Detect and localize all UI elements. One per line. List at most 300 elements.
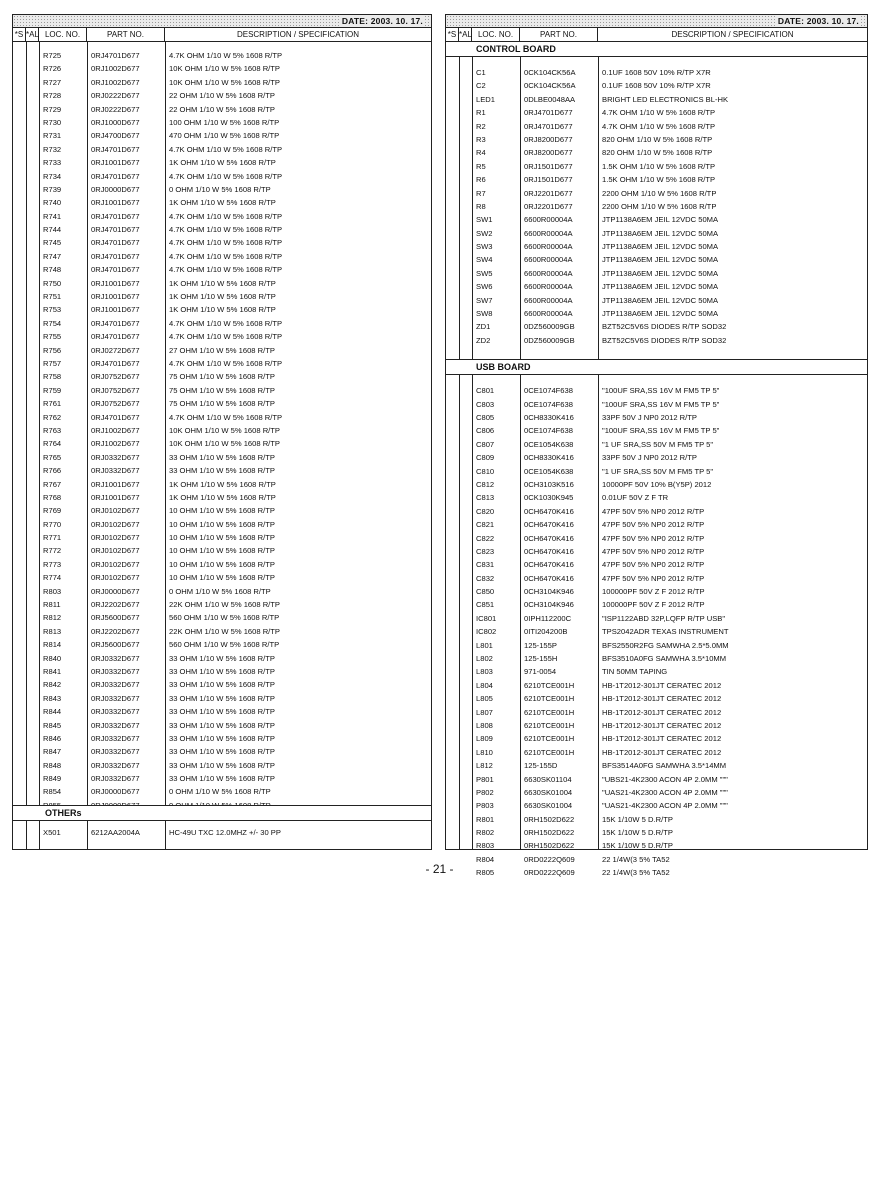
- al-cell: [26, 652, 39, 665]
- loc-no-cell: L808: [476, 720, 493, 730]
- al-cell: [459, 598, 472, 611]
- table-row: [13, 719, 431, 732]
- al-cell: [459, 320, 472, 333]
- description-cell: 4.7K OHM 1/10 W 5% 1608 R/TP: [169, 318, 283, 328]
- part-no-cell: 0RJ1000D677: [91, 117, 140, 127]
- al-cell: [459, 424, 472, 437]
- description-cell: 1K OHM 1/10 W 5% 1608 R/TP: [169, 492, 276, 502]
- table-header: [446, 28, 867, 42]
- loc-no-cell: R854: [43, 787, 62, 797]
- section-title: OTHERs: [45, 808, 82, 818]
- description-cell: 100000PF 50V Z F 2012 R/TP: [602, 600, 705, 610]
- al-cell: [26, 745, 39, 758]
- table-row: [446, 558, 867, 571]
- table-row: [13, 170, 431, 183]
- description-cell: 33 OHM 1/10 W 5% 1608 R/TP: [169, 666, 275, 676]
- loc-no-cell: R751: [43, 292, 62, 302]
- loc-no-cell: SW4: [476, 255, 493, 265]
- description-cell: 1.5K OHM 1/10 W 5% 1608 R/TP: [602, 161, 716, 171]
- al-cell: [459, 66, 472, 79]
- part-no-cell: 0RJ4701D677: [91, 412, 140, 422]
- loc-no-cell: R731: [43, 131, 62, 141]
- description-cell: 0.1UF 1608 50V 10% R/TP X7R: [602, 81, 711, 91]
- s-cell: [446, 826, 459, 839]
- table-row: [13, 437, 431, 450]
- loc-no-cell: C832: [476, 573, 495, 583]
- s-cell: [446, 813, 459, 826]
- part-no-cell: 0CE1054K638: [524, 466, 574, 476]
- description-cell: 100000PF 50V Z F 2012 R/TP: [602, 587, 705, 597]
- section-header-usb-board: [446, 359, 867, 375]
- loc-no-cell: R758: [43, 372, 62, 382]
- part-no-cell: 0RJ1001D677: [91, 305, 140, 315]
- description-cell: 33 OHM 1/10 W 5% 1608 R/TP: [169, 693, 275, 703]
- part-no-cell: 0RJ0102D677: [91, 546, 140, 556]
- table-row: [446, 652, 867, 665]
- part-no-cell: 0RJ1501D677: [524, 161, 573, 171]
- loc-no-cell: R728: [43, 91, 62, 101]
- part-no-cell: 0RJ4701D677: [91, 225, 140, 235]
- part-no-cell: 0RJ5600D677: [91, 640, 140, 650]
- al-cell: [459, 839, 472, 852]
- loc-no-cell: R725: [43, 51, 62, 60]
- s-cell: [13, 263, 26, 276]
- header-loc-no: LOC. NO.: [472, 28, 520, 41]
- s-cell: [446, 146, 459, 159]
- part-no-cell: 0RH1502D622: [524, 841, 575, 851]
- loc-no-cell: R767: [43, 479, 62, 489]
- al-cell: [459, 398, 472, 411]
- s-cell: [446, 719, 459, 732]
- al-cell: [459, 518, 472, 531]
- part-no-cell: 6600R00004A: [524, 282, 573, 292]
- description-cell: 10 OHM 1/10 W 5% 1608 R/TP: [169, 506, 275, 516]
- loc-no-cell: L809: [476, 734, 493, 744]
- loc-no-cell: R726: [43, 64, 62, 74]
- part-no-cell: 0RJ0752D677: [91, 372, 140, 382]
- part-no-cell: 0RJ0000D677: [91, 586, 140, 596]
- loc-no-cell: R4: [476, 148, 486, 158]
- part-no-cell: 0RJ8200D677: [524, 134, 573, 144]
- loc-no-cell: R802: [476, 828, 495, 838]
- loc-no-cell: R5: [476, 161, 486, 171]
- part-no-cell: 0RJ4701D677: [91, 238, 140, 248]
- description-cell: 10 OHM 1/10 W 5% 1608 R/TP: [169, 573, 275, 583]
- table-row: [446, 545, 867, 558]
- loc-no-cell: L804: [476, 680, 493, 690]
- s-cell: [446, 79, 459, 92]
- s-cell: [446, 732, 459, 745]
- table-row: [446, 491, 867, 504]
- description-cell: "100UF SRA,SS 16V M FM5 TP 5": [602, 426, 720, 436]
- loc-no-cell: R757: [43, 358, 62, 368]
- s-cell: [13, 558, 26, 571]
- table-row: [13, 611, 431, 624]
- loc-no-cell: SW6: [476, 282, 493, 292]
- description-cell: 4.7K OHM 1/10 W 5% 1608 R/TP: [169, 211, 283, 221]
- loc-no-cell: SW7: [476, 295, 493, 305]
- description-cell: BFS2550R2FG SAMWHA 2.5*5.0MM: [602, 640, 729, 650]
- loc-no-cell: C2: [476, 81, 486, 91]
- table-row: [446, 826, 867, 839]
- al-cell: [26, 464, 39, 477]
- loc-no-cell: L801: [476, 640, 493, 650]
- part-no-cell: 0ITI204200B: [524, 627, 568, 637]
- table-body: [13, 42, 431, 850]
- al-cell: [459, 773, 472, 786]
- al-cell: [26, 89, 39, 102]
- loc-no-cell: C850: [476, 587, 495, 597]
- description-cell: 4.7K OHM 1/10 W 5% 1608 R/TP: [169, 51, 283, 60]
- description-cell: 10K OHM 1/10 W 5% 1608 R/TP: [169, 77, 280, 87]
- description-cell: 0 OHM 1/10 W 5% 1608 R/TP: [169, 586, 271, 596]
- table-row: [13, 531, 431, 544]
- part-no-cell: 0RJ0000D677: [91, 787, 140, 797]
- s-cell: [13, 143, 26, 156]
- description-cell: 27 OHM 1/10 W 5% 1608 R/TP: [169, 345, 275, 355]
- description-cell: 22 OHM 1/10 W 5% 1608 R/TP: [169, 91, 275, 101]
- description-cell: 10 OHM 1/10 W 5% 1608 R/TP: [169, 519, 275, 529]
- part-no-cell: 0DZ560009GB: [524, 335, 575, 345]
- loc-no-cell: R750: [43, 278, 62, 288]
- description-cell: 1K OHM 1/10 W 5% 1608 R/TP: [169, 278, 276, 288]
- header-description: DESCRIPTION / SPECIFICATION: [236, 30, 360, 39]
- part-no-cell: 0CH6470K416: [524, 520, 574, 530]
- s-cell: [13, 236, 26, 249]
- table-row: [13, 183, 431, 196]
- description-cell: HB-1T2012-301JT CERATEC 2012: [602, 694, 722, 704]
- s-cell: [446, 625, 459, 638]
- description-cell: BRIGHT LED ELECTRONICS BL-HK: [602, 94, 729, 104]
- loc-no-cell: P801: [476, 774, 494, 784]
- s-cell: [446, 411, 459, 424]
- loc-no-cell: R761: [43, 399, 62, 409]
- description-cell: 33 OHM 1/10 W 5% 1608 R/TP: [169, 653, 275, 663]
- s-cell: [446, 424, 459, 437]
- loc-no-cell: R774: [43, 573, 62, 583]
- al-cell: [26, 558, 39, 571]
- description-cell: 33 OHM 1/10 W 5% 1608 R/TP: [169, 707, 275, 717]
- al-cell: [26, 317, 39, 330]
- s-cell: [446, 133, 459, 146]
- table-row: [13, 196, 431, 209]
- al-cell: [26, 263, 39, 276]
- description-cell: 10K OHM 1/10 W 5% 1608 R/TP: [169, 439, 280, 449]
- table-row: [13, 826, 431, 839]
- description-cell: 4.7K OHM 1/10 W 5% 1608 R/TP: [169, 412, 283, 422]
- table-row: [13, 518, 431, 531]
- al-cell: [26, 411, 39, 424]
- description-cell: 10K OHM 1/10 W 5% 1608 R/TP: [169, 425, 280, 435]
- al-cell: [459, 732, 472, 745]
- al-cell: [459, 746, 472, 759]
- table-row: [13, 772, 431, 785]
- description-cell: 4.7K OHM 1/10 W 5% 1608 R/TP: [169, 144, 283, 154]
- table-row: [446, 106, 867, 119]
- table-row: [446, 213, 867, 226]
- al-cell: [26, 62, 39, 75]
- table-row: [446, 612, 867, 625]
- s-cell: [446, 545, 459, 558]
- description-cell: 4.7K OHM 1/10 W 5% 1608 R/TP: [169, 238, 283, 248]
- table-row: [446, 813, 867, 826]
- al-cell: [459, 227, 472, 240]
- table-row: [13, 544, 431, 557]
- description-cell: 22 OHM 1/10 W 5% 1608 R/TP: [169, 104, 275, 114]
- al-cell: [26, 611, 39, 624]
- description-cell: 820 OHM 1/10 W 5% 1608 R/TP: [602, 134, 713, 144]
- table-row: [13, 692, 431, 705]
- description-cell: 22K OHM 1/10 W 5% 1608 R/TP: [169, 600, 280, 610]
- loc-no-cell: R811: [43, 600, 61, 610]
- al-cell: [26, 638, 39, 651]
- loc-no-cell: R814: [43, 640, 62, 650]
- s-cell: [446, 839, 459, 852]
- al-cell: [459, 280, 472, 293]
- description-cell: 33 OHM 1/10 W 5% 1608 R/TP: [169, 760, 275, 770]
- table-header: [13, 28, 431, 42]
- al-cell: [26, 665, 39, 678]
- part-no-cell: 0RJ4701D677: [91, 211, 140, 221]
- loc-no-cell: R734: [43, 171, 62, 181]
- s-cell: [13, 317, 26, 330]
- table-row: [446, 532, 867, 545]
- part-no-cell: 0RJ0332D677: [91, 733, 140, 743]
- table-row: [446, 598, 867, 611]
- part-no-cell: 0RJ4701D677: [524, 108, 573, 118]
- description-cell: 2200 OHM 1/10 W 5% 1608 R/TP: [602, 201, 717, 211]
- part-no-cell: 0CH3104K946: [524, 600, 574, 610]
- description-cell: JTP1138A6EM JEIL 12VDC 50MA: [602, 215, 719, 225]
- table-row: [13, 357, 431, 370]
- s-cell: [13, 223, 26, 236]
- al-cell: [26, 625, 39, 638]
- al-cell: [26, 143, 39, 156]
- al-cell: [26, 129, 39, 142]
- s-cell: [13, 504, 26, 517]
- part-no-cell: 0RJ0332D677: [91, 774, 140, 784]
- al-cell: [26, 250, 39, 263]
- header-loc-no: LOC. NO.: [39, 28, 87, 41]
- loc-no-cell: R801: [476, 814, 495, 824]
- s-cell: [446, 451, 459, 464]
- loc-no-cell: LED1: [476, 94, 495, 104]
- description-cell: "1 UF SRA,SS 50V M FM5 TP 5": [602, 466, 714, 476]
- s-cell: [446, 786, 459, 799]
- table-row: [13, 759, 431, 772]
- loc-no-cell: C810: [476, 466, 495, 476]
- part-no-cell: 0RJ1001D677: [91, 492, 140, 502]
- part-no-cell: 0RJ0102D677: [91, 533, 140, 543]
- s-cell: [446, 438, 459, 451]
- s-cell: [13, 103, 26, 116]
- description-cell: JTP1138A6EM JEIL 12VDC 50MA: [602, 255, 719, 265]
- part-no-cell: 0CE1074F638: [524, 386, 573, 396]
- description-cell: 0.1UF 1608 50V 10% R/TP X7R: [602, 68, 711, 77]
- table-row: [446, 438, 867, 451]
- table-row: [446, 692, 867, 705]
- description-cell: HB-1T2012-301JT CERATEC 2012: [602, 680, 722, 690]
- loc-no-cell: R754: [43, 318, 62, 328]
- loc-no-cell: L807: [476, 707, 493, 717]
- al-cell: [26, 277, 39, 290]
- s-cell: [13, 652, 26, 665]
- s-cell: [13, 518, 26, 531]
- al-cell: [459, 719, 472, 732]
- part-no-cell: 125-155D: [524, 761, 558, 771]
- table-row: [446, 679, 867, 692]
- s-cell: [446, 706, 459, 719]
- loc-no-cell: R842: [43, 680, 62, 690]
- s-cell: [446, 227, 459, 240]
- al-cell: [26, 451, 39, 464]
- description-cell: JTP1138A6EM JEIL 12VDC 50MA: [602, 268, 719, 278]
- loc-no-cell: R848: [43, 760, 62, 770]
- part-no-cell: 6210TCE001H: [524, 707, 575, 717]
- description-cell: "UAS21-4K2300 ACON 4P 2.0MM """: [602, 787, 728, 797]
- part-no-cell: 0RJ0332D677: [91, 693, 140, 703]
- part-no-cell: 0RD0222Q609: [524, 854, 575, 864]
- loc-no-cell: C801: [476, 386, 495, 396]
- loc-no-cell: R1: [476, 108, 486, 118]
- description-cell: 33 OHM 1/10 W 5% 1608 R/TP: [169, 733, 275, 743]
- part-no-cell: 0RJ4701D677: [91, 171, 140, 181]
- s-cell: [446, 759, 459, 772]
- part-no-cell: 6630SK01004: [524, 801, 573, 811]
- s-cell: [446, 280, 459, 293]
- section-header-others: [13, 805, 431, 821]
- s-cell: [13, 544, 26, 557]
- al-cell: [26, 504, 39, 517]
- part-no-cell: 125-155P: [524, 640, 557, 650]
- al-cell: [26, 692, 39, 705]
- table-row: [13, 116, 431, 129]
- table-row: [446, 625, 867, 638]
- description-cell: 4.7K OHM 1/10 W 5% 1608 R/TP: [169, 171, 283, 181]
- al-cell: [26, 330, 39, 343]
- loc-no-cell: R740: [43, 198, 62, 208]
- loc-no-cell: R844: [43, 707, 62, 717]
- loc-no-cell: R840: [43, 653, 62, 663]
- part-no-cell: 0RJ0332D677: [91, 452, 140, 462]
- parts-list: [446, 66, 867, 347]
- description-cell: BFS3510A0FG SAMWHA 3.5*10MM: [602, 654, 727, 664]
- al-cell: [459, 438, 472, 451]
- loc-no-cell: R732: [43, 144, 62, 154]
- part-no-cell: 0RJ4701D677: [91, 318, 140, 328]
- table-row: [446, 160, 867, 173]
- loc-no-cell: ZD1: [476, 322, 491, 332]
- part-no-cell: 0CE1074F638: [524, 426, 573, 436]
- description-cell: 4.7K OHM 1/10 W 5% 1608 R/TP: [602, 121, 716, 131]
- table-row: [13, 344, 431, 357]
- loc-no-cell: R727: [43, 77, 62, 87]
- part-no-cell: 0CE1074F638: [524, 399, 573, 409]
- table-row: [446, 786, 867, 799]
- table-row: [446, 585, 867, 598]
- description-cell: 47PF 50V 5% NP0 2012 R/TP: [602, 533, 705, 543]
- loc-no-cell: C806: [476, 426, 495, 436]
- part-no-cell: 0CH6470K416: [524, 506, 574, 516]
- loc-no-cell: R748: [43, 265, 62, 275]
- part-no-cell: 0RJ1002D677: [91, 439, 140, 449]
- al-cell: [459, 612, 472, 625]
- description-cell: 15K 1/10W 5 D.R/TP: [602, 814, 673, 824]
- part-no-cell: 0RJ4701D677: [91, 332, 140, 342]
- al-cell: [459, 465, 472, 478]
- table-row: [446, 146, 867, 159]
- date-label: DATE: 2003. 10. 17.: [341, 16, 423, 26]
- s-cell: [13, 290, 26, 303]
- description-cell: JTP1138A6EM JEIL 12VDC 50MA: [602, 228, 719, 238]
- loc-no-cell: R847: [43, 747, 62, 757]
- description-cell: 560 OHM 1/10 W 5% 1608 R/TP: [169, 640, 280, 650]
- table-row: [13, 464, 431, 477]
- loc-no-cell: R845: [43, 720, 62, 730]
- table-row: [13, 303, 431, 316]
- description-cell: "ISP1122ABD 32P,LQFP R/TP USB": [602, 613, 726, 623]
- al-cell: [459, 253, 472, 266]
- parts-list: [446, 384, 867, 879]
- description-cell: 4.7K OHM 1/10 W 5% 1608 R/TP: [169, 332, 283, 342]
- part-no-cell: 0RJ0332D677: [91, 466, 140, 476]
- description-cell: JTP1138A6EM JEIL 12VDC 50MA: [602, 282, 719, 292]
- table-row: [446, 478, 867, 491]
- s-cell: [13, 397, 26, 410]
- table-row: [13, 678, 431, 691]
- s-cell: [446, 187, 459, 200]
- parts-table-left: [12, 14, 432, 850]
- al-cell: [26, 397, 39, 410]
- part-no-cell: 0RJ2202D677: [91, 626, 140, 636]
- loc-no-cell: SW3: [476, 242, 493, 252]
- loc-no-cell: R741: [43, 211, 62, 221]
- part-no-cell: 0RJ0102D677: [91, 559, 140, 569]
- part-no-cell: 0RJ0332D677: [91, 707, 140, 717]
- al-cell: [459, 625, 472, 638]
- table-row: [446, 505, 867, 518]
- part-no-cell: 0CH6470K416: [524, 560, 574, 570]
- s-cell: [13, 678, 26, 691]
- table-row: [13, 330, 431, 343]
- description-cell: 33 OHM 1/10 W 5% 1608 R/TP: [169, 774, 275, 784]
- table-row: [446, 572, 867, 585]
- al-cell: [459, 173, 472, 186]
- table-row: [13, 625, 431, 638]
- part-no-cell: 0CH6470K416: [524, 533, 574, 543]
- s-cell: [446, 320, 459, 333]
- part-no-cell: 6210TCE001H: [524, 694, 575, 704]
- date-label: DATE: 2003. 10. 17.: [777, 16, 859, 26]
- loc-no-cell: R2: [476, 121, 486, 131]
- part-no-cell: 0RJ0272D677: [91, 345, 140, 355]
- s-cell: [446, 93, 459, 106]
- s-cell: [13, 585, 26, 598]
- description-cell: 33 OHM 1/10 W 5% 1608 R/TP: [169, 720, 275, 730]
- loc-no-cell: R759: [43, 385, 62, 395]
- loc-no-cell: C803: [476, 399, 495, 409]
- part-no-cell: 0RJ0332D677: [91, 720, 140, 730]
- al-cell: [26, 571, 39, 584]
- part-no-cell: 0RJ1001D677: [91, 198, 140, 208]
- loc-no-cell: SW5: [476, 268, 493, 278]
- s-cell: [13, 759, 26, 772]
- loc-no-cell: R7: [476, 188, 486, 198]
- s-cell: [13, 571, 26, 584]
- al-cell: [459, 799, 472, 812]
- al-cell: [459, 491, 472, 504]
- loc-no-cell: R763: [43, 425, 62, 435]
